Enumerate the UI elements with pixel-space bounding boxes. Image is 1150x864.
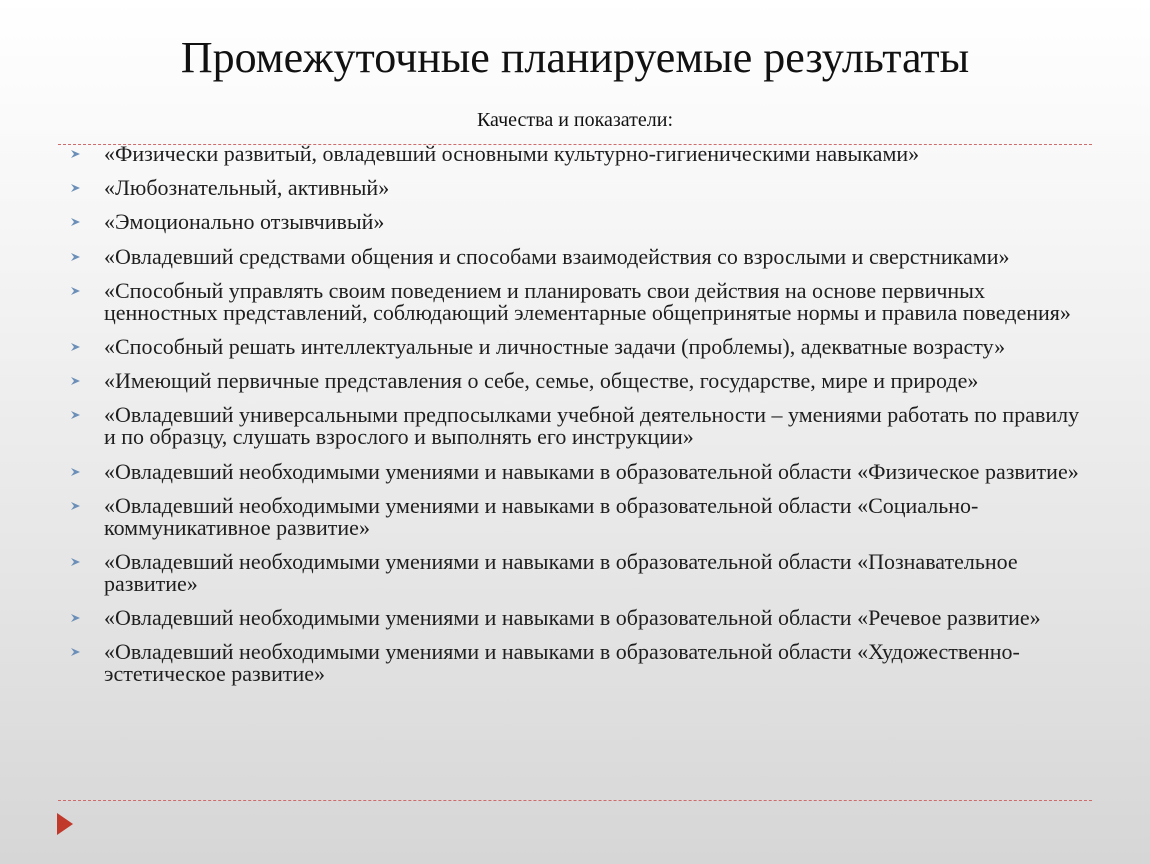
- arrow-bullet-icon: [70, 148, 82, 160]
- slide-title: Промежуточные планируемые результаты: [180, 33, 970, 82]
- list-item: [0, 458, 1150, 484]
- list-item-text: «Способный решать интеллектуальные и личностные задачи (проблемы), адекватные возрасту»: [104, 333, 1006, 359]
- arrow-bullet-icon: [70, 500, 82, 512]
- list-item: [0, 333, 1150, 359]
- arrow-bullet-icon: [70, 182, 82, 194]
- list-item: [0, 211, 1150, 233]
- list-item: [0, 277, 1150, 325]
- arrow-bullet-icon: [70, 251, 82, 263]
- list-item-text: «Имеющий первичные представления о себе, семье, обществе, государстве, мире и природе»: [104, 368, 979, 394]
- list-item-text: «Овладевший необходимыми умениями и навыками в образовательной области «Социально-коммуникативное развитие»: [104, 492, 979, 540]
- list-item-text: «Овладевший универсальными предпосылками учебной деятельности – умениями работать по правилу и по образцу, слушать взрослого и выполнять его инструкции»: [104, 402, 1080, 450]
- arrow-bullet-icon: [70, 466, 82, 478]
- list-item-text: «Овладевший необходимыми умениями и навыками в образовательной области «Физическое развитие»: [104, 458, 1079, 484]
- list-item: [0, 243, 1150, 269]
- list-item-text: «Способный управлять своим поведением и планировать свои действия на основе первичных ценностных представлений, соблюдающий элементарные общепринятые нормы и правила поведения»: [104, 277, 1071, 325]
- list-item-text: «Овладевший необходимыми умениями и навыками в образовательной области «Познавательное развитие»: [104, 548, 1018, 596]
- list-item: [0, 143, 1150, 165]
- arrow-bullet-icon: [70, 409, 82, 421]
- list-item: [0, 370, 1150, 392]
- list-item-text: «Овладевший средствами общения и способами взаимодействия со взрослыми и сверстниками»: [104, 243, 1010, 269]
- list-item: [0, 548, 1150, 596]
- arrow-bullet-icon: [70, 341, 82, 353]
- arrow-bullet-icon: [70, 375, 82, 387]
- list-item-text: «Физически развитый, овладевший основными культурно-гигиеническими навыками»: [104, 141, 920, 166]
- arrow-bullet-icon: [70, 612, 82, 624]
- arrow-bullet-icon: [70, 556, 82, 568]
- list-item: [0, 641, 1150, 685]
- arrow-bullet-icon: [70, 646, 82, 658]
- slide-subtitle: Качества и показатели:: [476, 109, 674, 131]
- arrow-bullet-icon: [70, 216, 82, 228]
- bottom-divider: [58, 800, 1092, 801]
- list-item-text: «Любознательный, активный»: [104, 175, 390, 201]
- list-item: [0, 607, 1150, 629]
- list-item: [0, 404, 1150, 448]
- list-item: [0, 492, 1150, 540]
- list-item-text: «Овладевший необходимыми умениями и навыками в образовательной области «Художественно-эстетическое развитие»: [104, 639, 1020, 687]
- next-slide-arrow-icon[interactable]: [56, 812, 74, 836]
- list-item: [0, 177, 1150, 199]
- qualities-list: [0, 143, 1150, 697]
- list-item-text: «Овладевший необходимыми умениями и навыками в образовательной области «Речевое развитие»: [104, 605, 1041, 631]
- arrow-bullet-icon: [70, 285, 82, 297]
- list-item-text: «Эмоционально отзывчивый»: [104, 209, 385, 235]
